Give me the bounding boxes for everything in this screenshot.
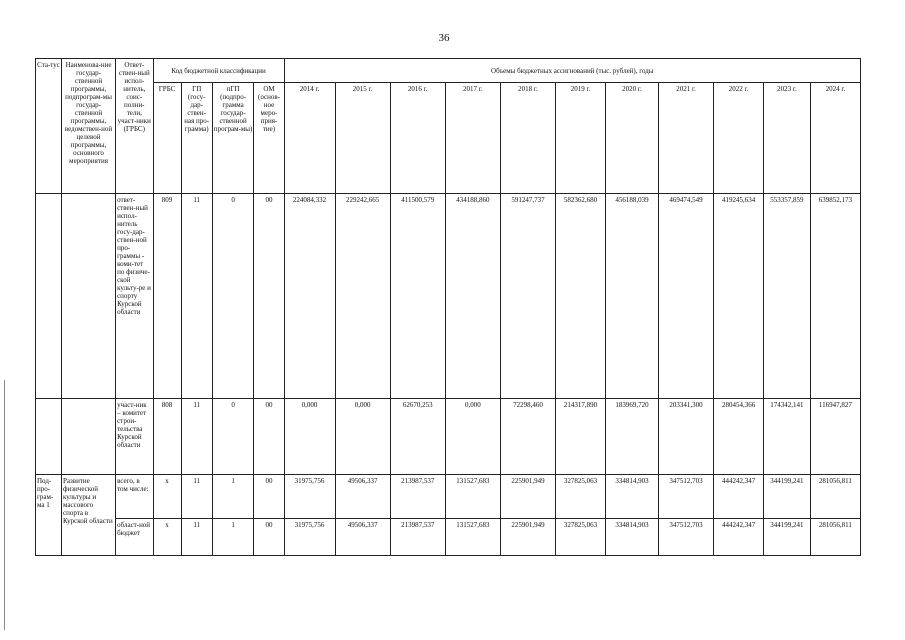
cell-value: 225901,949	[500, 475, 555, 519]
cell-value: 72298,460	[500, 399, 555, 475]
cell-gp: 11	[181, 519, 212, 556]
cell-status: Под-про-грам-ма 1	[36, 475, 62, 556]
budget-table	[35, 58, 861, 556]
cell-value: 225901,949	[500, 519, 555, 556]
cell-value: 224084,332	[284, 194, 335, 399]
cell-name	[62, 399, 116, 475]
cell-value: 280454,366	[714, 399, 764, 475]
cell-value: 131527,683	[445, 519, 500, 556]
cell-value: 327825,063	[556, 519, 606, 556]
header-grbs: ГРБС	[153, 83, 181, 194]
scan-edge-line	[4, 380, 5, 630]
cell-value: 347512,703	[658, 519, 713, 556]
cell-value: 174342,141	[764, 399, 811, 475]
cell-value: 183969,720	[605, 399, 658, 475]
cell-value: 327825,063	[556, 475, 606, 519]
header-year: 2022 г.	[714, 83, 764, 194]
cell-pgp: 1	[212, 475, 254, 519]
cell-om: 00	[254, 519, 284, 556]
cell-value: 116947,827	[810, 399, 860, 475]
cell-value: 469474,549	[658, 194, 713, 399]
cell-value: 434188,860	[445, 194, 500, 399]
cell-value: 0,000	[445, 399, 500, 475]
header-year: 2017 г.	[445, 83, 500, 194]
cell-value: 62670,253	[390, 399, 445, 475]
cell-value: 281056,811	[810, 519, 860, 556]
cell-gp: 11	[181, 194, 212, 399]
cell-value: 49506,337	[335, 519, 390, 556]
cell-value: 334814,903	[605, 475, 658, 519]
cell-value: 281056,811	[810, 475, 860, 519]
header-code-group: Код бюджетной классификации	[153, 59, 284, 83]
header-year: 2020 г.	[605, 83, 658, 194]
header-pgp: пГП (подпро-грамма государ-ственной програм-мы)	[212, 83, 254, 194]
header-gp: ГП (госу-дар-ствен-ная про-грамма)	[181, 83, 212, 194]
table-row	[36, 519, 861, 556]
cell-value: 591247,737	[500, 194, 555, 399]
cell-value: 49506,337	[335, 475, 390, 519]
cell-value: 639852,173	[810, 194, 860, 399]
cell-responsible: участ-ник – комитет строи-тельства Курской области	[116, 399, 153, 475]
header-year: 2021 г.	[658, 83, 713, 194]
cell-value: 347512,703	[658, 475, 713, 519]
cell-responsible: всего, в том числе:	[116, 475, 153, 519]
cell-value: 582362,680	[556, 194, 606, 399]
header-year: 2023 г.	[764, 83, 811, 194]
cell-gp: 11	[181, 475, 212, 519]
header-year: 2014 г.	[284, 83, 335, 194]
cell-value: 31975,756	[284, 475, 335, 519]
cell-value: 0,000	[284, 399, 335, 475]
cell-value: 229242,665	[335, 194, 390, 399]
cell-pgp: 0	[212, 399, 254, 475]
table-row	[36, 194, 861, 399]
cell-om: 00	[254, 475, 284, 519]
cell-value: 31975,756	[284, 519, 335, 556]
header-year: 2018 г.	[500, 83, 555, 194]
cell-value: 553357,859	[764, 194, 811, 399]
header-status: Ста-тус	[36, 59, 62, 194]
cell-status	[36, 399, 62, 475]
header-om: ОМ (основ-ное меро-прия-тие)	[254, 83, 284, 194]
cell-value: 419245,634	[714, 194, 764, 399]
cell-value: 411500,579	[390, 194, 445, 399]
cell-value: 214317,890	[556, 399, 606, 475]
cell-pgp: 1	[212, 519, 254, 556]
header-year: 2016 г.	[390, 83, 445, 194]
cell-value: 444242,347	[714, 519, 764, 556]
cell-value: 213987,537	[390, 519, 445, 556]
header-volume-group: Объемы бюджетных ассигнований (тыс. рублей), годы	[284, 59, 860, 83]
header-row-1	[36, 59, 861, 83]
cell-grbs: x	[153, 519, 181, 556]
cell-grbs: 808	[153, 399, 181, 475]
header-year: 2015 г.	[335, 83, 390, 194]
cell-name: Развитие физической культуры и массового спорта в Курской области	[62, 475, 116, 556]
cell-name	[62, 194, 116, 399]
cell-grbs: 809	[153, 194, 181, 399]
cell-value: 344199,241	[764, 475, 811, 519]
cell-gp: 11	[181, 399, 212, 475]
header-year: 2019 г.	[556, 83, 606, 194]
cell-value: 203341,300	[658, 399, 713, 475]
cell-om: 00	[254, 194, 284, 399]
cell-responsible: ответ-ствен-ный испол-нитель госу-дар-ствен-ной про-граммы - коми-тет по физиче-ской культу-ре и спорту Курской области	[116, 194, 153, 399]
cell-value: 344199,241	[764, 519, 811, 556]
cell-responsible: област-ной бюджет	[116, 519, 153, 556]
cell-value: 456188,039	[605, 194, 658, 399]
cell-value: 0,000	[335, 399, 390, 475]
cell-pgp: 0	[212, 194, 254, 399]
cell-grbs: x	[153, 475, 181, 519]
header-name: Наименова-ние государ-ственной программы, подпрограм-мы государ-ственной программы, ведомствен-ной целевой программы, основного мероприятия	[62, 59, 116, 194]
cell-value: 444242,347	[714, 475, 764, 519]
cell-value: 131527,683	[445, 475, 500, 519]
cell-om: 00	[254, 399, 284, 475]
page-number: 36	[438, 32, 450, 44]
cell-status	[36, 194, 62, 399]
header-row-2	[36, 83, 861, 194]
header-year: 2024 г.	[810, 83, 860, 194]
header-responsible: Ответ-ствен-ный испол-нитель, соис-полни-тели, участ-ники (ГРБС)	[116, 59, 153, 194]
cell-value: 213987,537	[390, 475, 445, 519]
table-row	[36, 399, 861, 475]
table-row	[36, 475, 861, 519]
cell-value: 334814,903	[605, 519, 658, 556]
